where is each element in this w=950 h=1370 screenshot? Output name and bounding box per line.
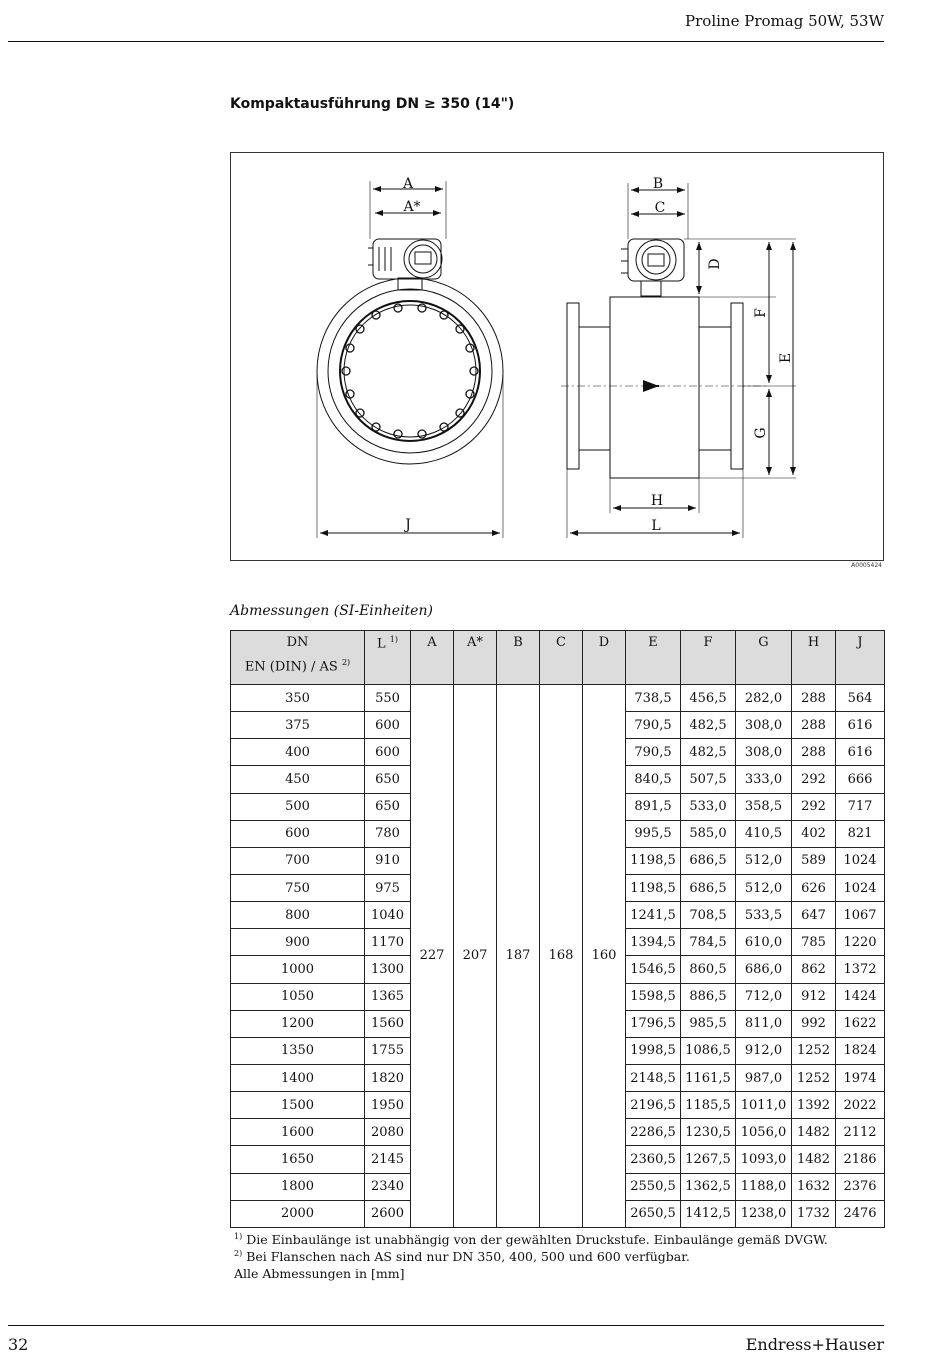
cell-l: 1560 — [365, 1010, 411, 1037]
header-f: F — [681, 631, 736, 685]
cell-dn: 1200 — [231, 1010, 365, 1037]
cell-j: 1974 — [836, 1064, 885, 1091]
label-f: F — [753, 308, 769, 318]
cell-b: 187 — [497, 685, 540, 1228]
table-row — [231, 685, 885, 712]
cell-g: 533,5 — [736, 902, 792, 929]
page-number: 32 — [8, 1335, 29, 1354]
header-l-sup: 1) — [389, 635, 398, 644]
label-l: L — [651, 518, 661, 534]
header-title: Proline Promag 50W, 53W — [685, 12, 884, 30]
cell-h: 402 — [792, 820, 836, 847]
cell-dn: 600 — [231, 820, 365, 847]
dimension-drawing — [230, 152, 884, 561]
cell-h: 1252 — [792, 1064, 836, 1091]
cell-h: 992 — [792, 1010, 836, 1037]
table-header-row — [231, 631, 885, 685]
cell-f: 585,0 — [681, 820, 736, 847]
cell-h: 288 — [792, 712, 836, 739]
figure-id: A0005424 — [851, 562, 882, 569]
cell-dn: 1650 — [231, 1146, 365, 1173]
cell-e: 1198,5 — [626, 874, 681, 901]
cell-h: 647 — [792, 902, 836, 929]
cell-h: 1482 — [792, 1146, 836, 1173]
header-h: H — [792, 631, 836, 685]
label-a: A — [402, 176, 414, 192]
cell-l: 2080 — [365, 1119, 411, 1146]
label-d: D — [707, 258, 723, 270]
cell-g: 282,0 — [736, 685, 792, 712]
dimension-drawing-svg — [231, 153, 883, 560]
cell-f: 1230,5 — [681, 1119, 736, 1146]
cell-f: 1412,5 — [681, 1200, 736, 1227]
cell-l: 1755 — [365, 1037, 411, 1064]
cell-j: 2376 — [836, 1173, 885, 1200]
cell-f: 456,5 — [681, 685, 736, 712]
cell-l: 650 — [365, 793, 411, 820]
cell-e: 2148,5 — [626, 1064, 681, 1091]
cell-e: 1546,5 — [626, 956, 681, 983]
cell-g: 686,0 — [736, 956, 792, 983]
label-b: B — [652, 176, 664, 192]
cell-g: 308,0 — [736, 739, 792, 766]
section-title: Kompaktausführung DN ≥ 350 (14") — [230, 96, 515, 112]
cell-e: 891,5 — [626, 793, 681, 820]
cell-j: 1067 — [836, 902, 885, 929]
header-b: B — [497, 631, 540, 685]
header-dn-sup: 2) — [341, 658, 351, 667]
cell-j: 1024 — [836, 874, 885, 901]
cell-g: 512,0 — [736, 847, 792, 874]
cell-h: 626 — [792, 874, 836, 901]
cell-f: 784,5 — [681, 929, 736, 956]
footnote-2-text: Bei Flanschen nach AS sind nur DN 350, 400, 500 und 600 verfügbar. — [246, 1249, 690, 1265]
cell-g: 333,0 — [736, 766, 792, 793]
cell-f: 482,5 — [681, 739, 736, 766]
cell-j: 1424 — [836, 983, 885, 1010]
cell-d: 160 — [583, 685, 626, 1228]
cell-h: 288 — [792, 685, 836, 712]
cell-h: 1482 — [792, 1119, 836, 1146]
cell-e: 790,5 — [626, 712, 681, 739]
cell-e: 2196,5 — [626, 1092, 681, 1119]
cell-l: 2340 — [365, 1173, 411, 1200]
cell-dn: 1800 — [231, 1173, 365, 1200]
cell-e: 2286,5 — [626, 1119, 681, 1146]
label-j: J — [405, 517, 411, 533]
cell-h: 292 — [792, 793, 836, 820]
cell-dn: 400 — [231, 739, 365, 766]
cell-l: 910 — [365, 847, 411, 874]
cell-l: 600 — [365, 712, 411, 739]
footnote-1 — [234, 1232, 828, 1247]
cell-dn: 1500 — [231, 1092, 365, 1119]
cell-l: 550 — [365, 685, 411, 712]
cell-e: 1394,5 — [626, 929, 681, 956]
cell-j: 616 — [836, 712, 885, 739]
footnote-1-sup: 1) — [234, 1232, 243, 1241]
cell-e: 1998,5 — [626, 1037, 681, 1064]
cell-h: 1392 — [792, 1092, 836, 1119]
header-a-star: A* — [454, 631, 497, 685]
cell-f: 686,5 — [681, 847, 736, 874]
cell-dn: 900 — [231, 929, 365, 956]
cell-g: 610,0 — [736, 929, 792, 956]
cell-a-star: 207 — [454, 685, 497, 1228]
cell-h: 589 — [792, 847, 836, 874]
cell-dn: 800 — [231, 902, 365, 929]
label-a-star: A* — [403, 199, 421, 215]
cell-e: 2360,5 — [626, 1146, 681, 1173]
cell-f: 507,5 — [681, 766, 736, 793]
cell-g: 712,0 — [736, 983, 792, 1010]
cell-f: 1086,5 — [681, 1037, 736, 1064]
cell-l: 1820 — [365, 1064, 411, 1091]
cell-j: 2186 — [836, 1146, 885, 1173]
label-e: E — [778, 352, 794, 364]
cell-f: 533,0 — [681, 793, 736, 820]
footnote-units: Alle Abmessungen in [mm] — [234, 1266, 405, 1281]
cell-j: 821 — [836, 820, 885, 847]
cell-h: 785 — [792, 929, 836, 956]
cell-j: 1372 — [836, 956, 885, 983]
cell-f: 482,5 — [681, 712, 736, 739]
cell-f: 1185,5 — [681, 1092, 736, 1119]
cell-j: 2112 — [836, 1119, 885, 1146]
footnote-2 — [234, 1249, 690, 1264]
cell-j: 616 — [836, 739, 885, 766]
cell-h: 912 — [792, 983, 836, 1010]
cell-f: 1267,5 — [681, 1146, 736, 1173]
cell-a: 227 — [411, 685, 454, 1228]
cell-h: 1732 — [792, 1200, 836, 1227]
cell-dn: 1400 — [231, 1064, 365, 1091]
cell-e: 1198,5 — [626, 847, 681, 874]
flange-outer — [317, 278, 503, 464]
cell-g: 308,0 — [736, 712, 792, 739]
cell-h: 292 — [792, 766, 836, 793]
cell-j: 1824 — [836, 1037, 885, 1064]
header-l-label: L — [377, 636, 386, 652]
cell-e: 2550,5 — [626, 1173, 681, 1200]
cell-e: 2650,5 — [626, 1200, 681, 1227]
cell-f: 860,5 — [681, 956, 736, 983]
cell-f: 686,5 — [681, 874, 736, 901]
cell-l: 1040 — [365, 902, 411, 929]
cell-l: 1170 — [365, 929, 411, 956]
cell-dn: 1000 — [231, 956, 365, 983]
cell-e: 995,5 — [626, 820, 681, 847]
cell-g: 912,0 — [736, 1037, 792, 1064]
cell-l: 780 — [365, 820, 411, 847]
header-dn-line2: EN (DIN) / AS — [244, 659, 338, 675]
cell-h: 1252 — [792, 1037, 836, 1064]
cell-dn: 750 — [231, 874, 365, 901]
table-caption: Abmessungen (SI-Einheiten) — [230, 603, 433, 619]
header-rule — [8, 41, 884, 42]
cell-f: 1362,5 — [681, 1173, 736, 1200]
cell-g: 987,0 — [736, 1064, 792, 1091]
header-dn — [231, 631, 365, 685]
label-h: H — [650, 493, 664, 509]
header-d: D — [583, 631, 626, 685]
cell-dn: 375 — [231, 712, 365, 739]
label-g: G — [753, 427, 769, 439]
cell-l: 1300 — [365, 956, 411, 983]
cell-dn: 500 — [231, 793, 365, 820]
cell-dn: 2000 — [231, 1200, 365, 1227]
footer-rule — [8, 1325, 884, 1326]
cell-dn: 1350 — [231, 1037, 365, 1064]
dimensions-table — [230, 630, 885, 1228]
cell-j: 1220 — [836, 929, 885, 956]
cell-dn: 700 — [231, 847, 365, 874]
cell-f: 886,5 — [681, 983, 736, 1010]
cell-dn: 1600 — [231, 1119, 365, 1146]
header-c: C — [540, 631, 583, 685]
cell-g: 512,0 — [736, 874, 792, 901]
table-body — [231, 685, 885, 1228]
cell-l: 1365 — [365, 983, 411, 1010]
cell-l: 2600 — [365, 1200, 411, 1227]
cell-l: 975 — [365, 874, 411, 901]
cell-dn: 450 — [231, 766, 365, 793]
cell-e: 790,5 — [626, 739, 681, 766]
cell-j: 666 — [836, 766, 885, 793]
cell-g: 811,0 — [736, 1010, 792, 1037]
cell-g: 1093,0 — [736, 1146, 792, 1173]
cell-e: 1598,5 — [626, 983, 681, 1010]
cell-j: 1024 — [836, 847, 885, 874]
cell-f: 1161,5 — [681, 1064, 736, 1091]
cell-g: 410,5 — [736, 820, 792, 847]
cell-j: 1622 — [836, 1010, 885, 1037]
bolt-holes — [342, 304, 478, 438]
cell-h: 1632 — [792, 1173, 836, 1200]
cell-l: 1950 — [365, 1092, 411, 1119]
cell-dn: 1050 — [231, 983, 365, 1010]
header-l — [365, 631, 411, 685]
cell-e: 840,5 — [626, 766, 681, 793]
header-e: E — [626, 631, 681, 685]
cell-g: 1011,0 — [736, 1092, 792, 1119]
cell-l: 2145 — [365, 1146, 411, 1173]
header-g: G — [736, 631, 792, 685]
cell-l: 650 — [365, 766, 411, 793]
label-c: C — [654, 200, 666, 216]
header-dn-line1: DN — [286, 635, 309, 650]
cell-g: 1238,0 — [736, 1200, 792, 1227]
cell-e: 1241,5 — [626, 902, 681, 929]
header-j: J — [836, 631, 885, 685]
header-a: A — [411, 631, 454, 685]
cell-f: 708,5 — [681, 902, 736, 929]
cell-e: 1796,5 — [626, 1010, 681, 1037]
footer-brand: Endress+Hauser — [745, 1335, 884, 1354]
footnote-2-sup: 2) — [234, 1249, 243, 1258]
cell-g: 1056,0 — [736, 1119, 792, 1146]
cell-g: 1188,0 — [736, 1173, 792, 1200]
cell-h: 288 — [792, 739, 836, 766]
cell-dn: 350 — [231, 685, 365, 712]
cell-j: 564 — [836, 685, 885, 712]
cell-l: 600 — [365, 739, 411, 766]
cell-j: 2476 — [836, 1200, 885, 1227]
cell-j: 2022 — [836, 1092, 885, 1119]
cell-j: 717 — [836, 793, 885, 820]
footnote-1-text: Die Einbaulänge ist unabhängig von der gewählten Druckstufe. Einbaulänge gemäß DVGW. — [246, 1232, 828, 1248]
cell-h: 862 — [792, 956, 836, 983]
cell-g: 358,5 — [736, 793, 792, 820]
cell-c: 168 — [540, 685, 583, 1228]
cell-e: 738,5 — [626, 685, 681, 712]
cell-f: 985,5 — [681, 1010, 736, 1037]
